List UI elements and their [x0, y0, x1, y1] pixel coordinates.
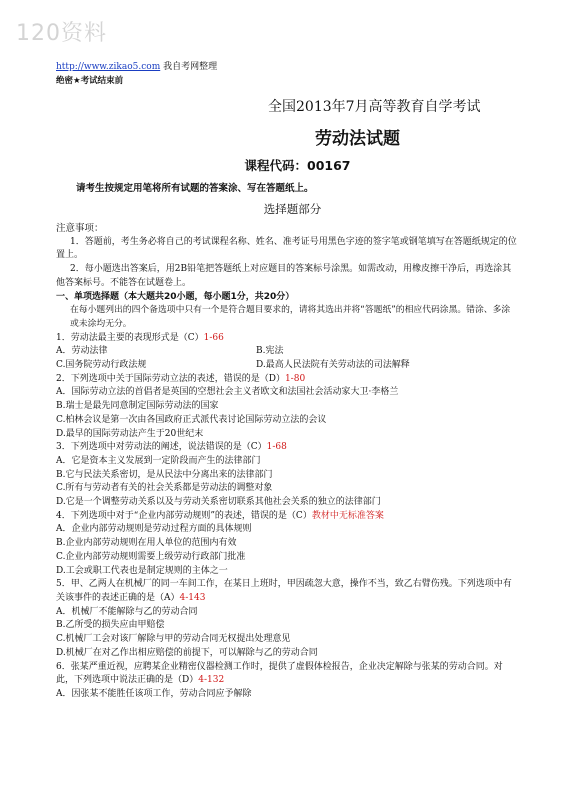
notes-heading: 注意事项：	[56, 223, 104, 234]
page-header	[56, 60, 217, 88]
reference-note: 教材中无标准答案	[311, 510, 384, 521]
option: B.它与民法关系密切，是从民法中分离出来的法律部门	[56, 469, 273, 480]
option: D.工会或职工代表也是制定规则的主体之一	[56, 565, 228, 576]
option: A．国际劳动立法的首倡者是英国的空想社会主义者欧文和法国社会活动家大卫·李格兰	[56, 387, 399, 398]
course-code: 课程代码：00167	[244, 158, 351, 173]
document-body	[56, 222, 518, 702]
site-note: 我自考网整理	[163, 62, 218, 72]
option: C.国务院劳动行政法规	[56, 360, 147, 371]
option: B.瑞士是最先同意制定国际劳动法的国家	[56, 401, 219, 412]
option: D.它是一个调整劳动关系以及与劳动关系密切联系其他社会关系的独立的法律部门	[56, 497, 381, 508]
note-item: 2．每小题选出答案后，用2B铅笔把答题纸上对应题目的答案标号涂黑。如需改动，用橡皮擦干净后，再选涂其他答案标号。不能答在试题卷上。	[56, 264, 512, 288]
section-instruction: 在每小题列出的四个备选项中只有一个是符合题目要求的，请将其选出并将“答题纸”的相应代码涂黑。错涂、多涂或未涂均无分。	[70, 305, 511, 329]
part-title: 选择题部分	[263, 202, 322, 216]
option: A．因张某不能胜任该项工作，劳动合同应予解除	[56, 688, 252, 699]
option: C.所有与劳动者有关的社会关系都是劳动法的调整对象	[56, 483, 273, 494]
secret-label: 绝密★考试结束前	[56, 76, 124, 86]
option: A．劳动法律	[56, 346, 108, 357]
question-stem: 3．下列选项中对劳动法的阐述，说法错误的是（C）1-68	[56, 442, 287, 453]
option: D.最早的国际劳动法产生于20世纪末	[56, 428, 204, 439]
question-stem: 2．下列选项中关于国际劳动立法的表述，错误的是（D）1-80	[56, 373, 306, 384]
watermark: 120资料	[16, 21, 107, 46]
option: B.乙所受的损失应由甲赔偿	[56, 620, 165, 631]
option: A．企业内部劳动规则是劳动过程方面的具体规则	[56, 524, 252, 535]
subject-title: 劳动法试题	[315, 129, 400, 149]
option: C.柏林会议是第一次由各国政府正式派代表讨论国际劳动立法的会议	[56, 414, 327, 425]
reference-note: 1-80	[284, 373, 306, 384]
reference-note: 4-143	[179, 592, 206, 603]
option: A．它是资本主义发展到一定阶段而产生的法律部门	[56, 455, 261, 466]
question-stem: 5．甲、乙两人在机械厂的同一车间工作，在某日上班时，甲因疏忽大意，操作不当，致乙右臂伤残。下列选项中有关该事件的表述正确的是（A）4-143	[56, 579, 512, 603]
option-row	[56, 345, 518, 359]
section-title: 一、单项选择题（本大题共20小题，每小题1分，共20分）	[56, 291, 295, 302]
option: C.机械厂工会对该厂解除与甲的劳动合同无权提出处理意见	[56, 634, 291, 645]
option: B.企业内部劳动规则在用人单位的范围内有效	[56, 538, 237, 549]
option: B.宪法	[256, 346, 284, 357]
site-link[interactable]: http://www.zikao5.com	[56, 62, 161, 72]
question-stem: 4．下列选项中对于“企业内部劳动规则”的表述，错误的是（C）教材中无标准答案	[56, 510, 384, 521]
answer-notice: 请考生按规定用笔将所有试题的答案涂、写在答题纸上。	[76, 183, 314, 194]
note-item: 1．答题前，考生务必将自己的考试课程名称、姓名、准考证号用黑色字迹的签字笔或钢笔填写在答题纸规定的位置上。	[56, 236, 517, 261]
option-row	[56, 359, 518, 373]
reference-note: 1-68	[266, 442, 287, 453]
option: C.企业内部劳动规则需要上级劳动行政部门批准	[56, 551, 246, 562]
option: D.最高人民法院有关劳动法的司法解释	[256, 360, 410, 371]
exam-title: 全国2013年7月高等教育自学考试	[268, 99, 481, 115]
question-stem: 6．张某严重近视，应聘某企业精密仪器检测工作时，提供了虚假体检报告，企业决定解除与张某的劳动合同。对此，下列选项中说法正确的是（D）4-132	[56, 661, 503, 686]
option: D.机械厂在对乙作出相应赔偿的前提下，可以解除与乙的劳动合同	[56, 647, 318, 658]
reference-note: 1-66	[203, 332, 224, 343]
question-stem: 1．劳动法最主要的表现形式是（C）1-66	[56, 332, 224, 343]
option: A．机械厂不能解除与乙的劳动合同	[56, 606, 198, 617]
reference-note: 4-132	[198, 675, 225, 686]
